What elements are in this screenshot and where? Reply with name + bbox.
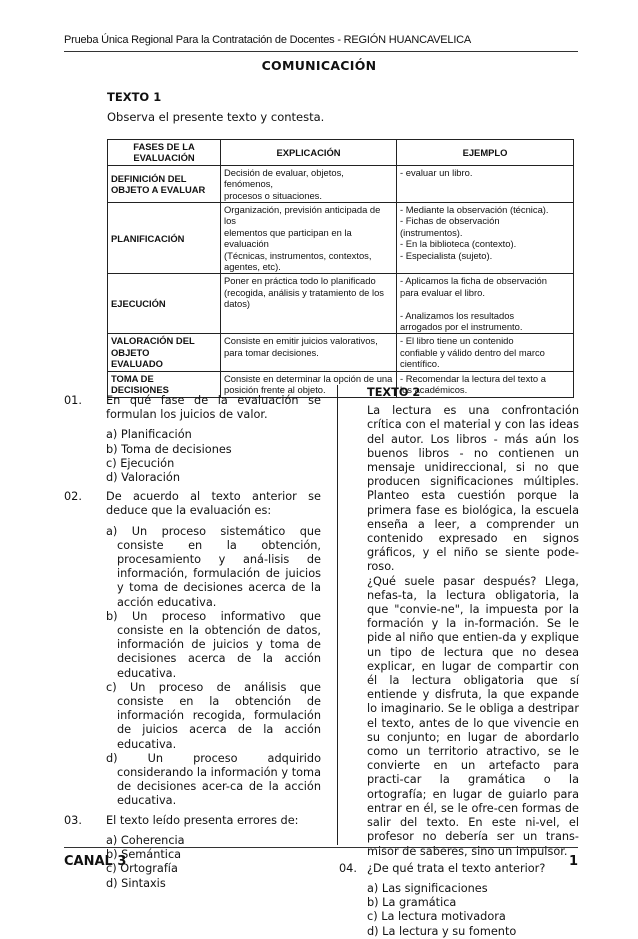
question-number: 03. (64, 813, 82, 827)
column-divider (337, 385, 338, 845)
example-cell: - El libro tiene un contenido confiable y válido dentro del marco científico. (397, 334, 574, 371)
table-header-row (108, 140, 574, 166)
question-number: 04. (339, 861, 357, 875)
option-b: b) Un proceso informativo que consiste en la obtención de datos, información de juicios y toma de decisiones acerca de la acción educativa. (106, 609, 321, 680)
example-cell: - Aplicamos la ficha de observación para evaluar el libro. - Analizamos los resultados arrogados por el instrumento. (397, 274, 574, 334)
option-b: b) Semántica (106, 848, 182, 862)
question-02 (64, 490, 321, 808)
texto2-label: TEXTO 2 (367, 386, 421, 399)
option-c: c) Ejecución (106, 456, 175, 470)
phase-cell: PLANIFICACIÓN (108, 203, 221, 274)
explanation-cell: Decisión de evaluar, objetos, fenómenos, procesos o situaciones. (221, 165, 397, 202)
header-cell-example: EJEMPLO (397, 140, 574, 166)
question-options (106, 428, 321, 485)
question-number: 02. (64, 490, 82, 504)
example-cell: - evaluar un libro. (397, 165, 574, 202)
option-b: b) Toma de decisiones (106, 442, 232, 456)
texto1-instruction: Observa el presente texto y contesta. (107, 110, 325, 124)
header-rule (64, 51, 578, 52)
option-b: b) La gramática (367, 896, 457, 910)
example-cell: - Mediante la observación (técnica). - Fichas de observación (instrumentos). - En la biblioteca (contexto). - Especialista (sujeto). (397, 203, 574, 274)
table-row (108, 274, 574, 334)
option-c: c) Ortografía (106, 862, 178, 876)
texto2-paragraph-2: ¿Qué suele pasar después? Llega, nefas-ta, la lectura obligatoria, la que "convie-ne", la impuesta por la formación y la in-formación. Se le pide al niño que entien-da y explique un tipo de lectura que no desea explicar, en lugar de compartir con él la lectura obligatoria que sí entiende y disfruta, la que expande lo imaginario. Se le obliga a destripar el texto, antes de lo que vivencie en su conjunto; en lugar de abordarlo como un territorio atractivo, se le convierte en un artefacto para practi-car la gramática o la ortografía; en lugar de guiarlo para entrar en él, se le ofre-cen formas de salir del texto. En este ni-vel, el profesor no debería ser un trans-misor de saberes, sino un impulsor. (367, 574, 579, 858)
question-text: En qué fase de la evaluación se formulan los juicios de valor. (106, 394, 321, 422)
page-number: 1 (568, 854, 578, 869)
question-options (106, 525, 321, 809)
question-options (367, 882, 579, 939)
section-title: COMUNICACIÓN (261, 58, 377, 73)
table-row (108, 203, 574, 274)
question-04 (339, 862, 579, 939)
question-text: El texto leído presenta errores de: (106, 813, 299, 827)
header-cell-explanation: EXPLICACIÓN (221, 140, 397, 166)
phase-cell: TOMA DE DECISIONES (108, 371, 221, 397)
explanation-cell: Consiste en emitir juicios valorativos, para tomar decisiones. (221, 334, 397, 371)
option-d: d) Valoración (106, 471, 180, 485)
question-03 (64, 814, 321, 891)
option-d: d) Sintaxis (106, 876, 166, 890)
option-d: d) Un proceso adquirido considerando la información y toma de decisiones acer-ca de la acción educativa. (106, 751, 321, 808)
evaluation-phases-table (107, 139, 574, 398)
running-header: Prueba Única Regional Para la Contratación de Docentes - REGIÓN HUANCAVELICA (64, 34, 472, 46)
right-column (339, 386, 579, 939)
option-a: a) Coherencia (106, 833, 185, 847)
texto2-paragraph-1: La lectura es una confrontación crítica con el material y con las ideas del autor. Los libros - más aún los buenos libros - no contienen un mensaje unidireccional, si no que producen significaciones múltiples. Planteo esta cuestión porque la primera fase es biológica, la escuela enseña a leer, a comprender un contenido expresado en signos gráficos, y el niño se siente pode-roso. (367, 404, 579, 574)
phase-cell: VALORACIÓN DEL OBJETO EVALUADO (108, 334, 221, 371)
explanation-cell: Consiste en determinar la opción de una posición frente al objeto. (221, 371, 397, 397)
explanation-cell: Organización, previsión anticipada de los elementos que participan en la evaluación (Técnicas, instrumentos, contextos, agentes, etc). (221, 203, 397, 274)
explanation-cell: Poner en práctica todo lo planificado (recogida, análisis y tratamiento de los datos) (221, 274, 397, 334)
phase-cell: DEFINICIÓN DEL OBJETO A EVALUAR (108, 165, 221, 202)
phase-cell: EJECUCIÓN (108, 274, 221, 334)
option-c: c) Un proceso de análisis que consiste en la obtención de información recogida, formulación de juicios acerca de la acción educativa. (106, 680, 321, 751)
question-text: ¿De qué trata el texto anterior? (367, 861, 546, 875)
option-a: a) Las significaciones (367, 881, 488, 895)
texto1-label: TEXTO 1 (107, 90, 162, 104)
option-a: a) Un proceso sistemático que consiste en la obtención, procesamiento y aná-lisis de información, formulación de juicios y toma de decisiones acerca de la acción educativa. (106, 524, 321, 609)
left-column (64, 394, 321, 891)
option-a: a) Planificación (106, 428, 192, 442)
texto2 (367, 386, 579, 859)
footer-rule (64, 847, 578, 848)
table-row (108, 165, 574, 202)
question-text: De acuerdo al texto anterior se deduce que la evaluación es: (106, 490, 321, 518)
question-01 (64, 394, 321, 485)
example-cell: - Recomendar la lectura del texto a los académicos. (397, 371, 574, 397)
header-cell-phases: FASES DE LA EVALUACIÓN (108, 140, 221, 166)
question-number: 01. (64, 394, 82, 407)
question-options (106, 834, 321, 891)
footer-channel: CANAL 3 (64, 854, 127, 869)
option-d: d) La lectura y su fomento (367, 924, 517, 938)
option-c: c) La lectura motivadora (367, 910, 506, 924)
table-row (108, 334, 574, 371)
